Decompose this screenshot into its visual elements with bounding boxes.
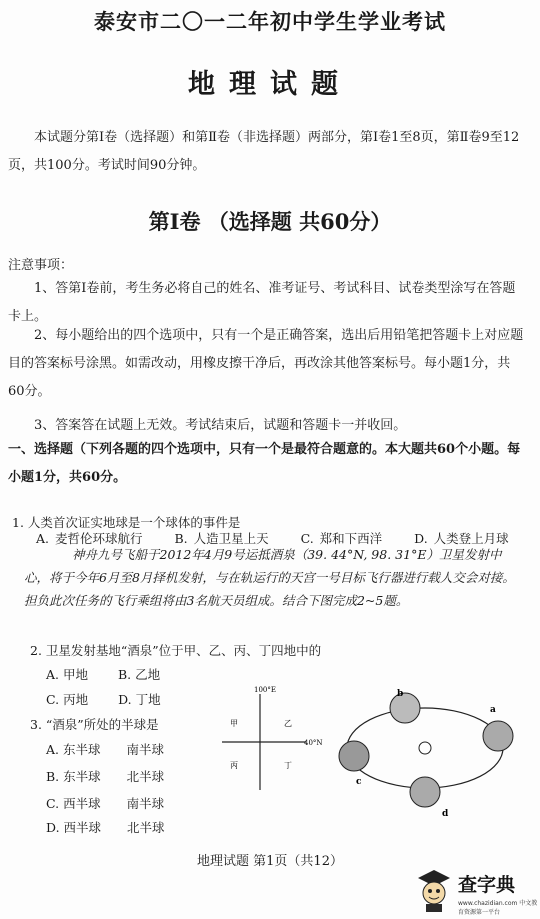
earth-orbit bbox=[339, 689, 513, 819]
earth-position-d bbox=[410, 777, 440, 807]
sun-icon bbox=[419, 742, 431, 754]
earth-position-b bbox=[390, 693, 420, 723]
notice-item-1: 1、答第Ⅰ卷前，考生务必将自己的姓名、准考证号、考试科目、试卷类型涂写在答题卡上。 bbox=[8, 281, 516, 324]
earth-position-a bbox=[483, 721, 513, 751]
orbit-label-c: c bbox=[356, 777, 362, 787]
q3-b-ew: B. 东半球 bbox=[46, 769, 101, 784]
earth-position-c bbox=[339, 741, 369, 771]
notice-item-2: 2、每小题给出的四个选项中，只有一个是正确答案，选出后用铅笔把答题卡上对应题目的答案标号涂黑。如需改动，用橡皮擦干净后，再改涂其他答案标号。每小题1分，共60分。 bbox=[8, 328, 524, 399]
quadrant-jia: 甲 bbox=[230, 719, 238, 728]
axis-top-label: 100°E bbox=[254, 686, 276, 694]
q3-c-ns: 南半球 bbox=[126, 796, 165, 811]
axis-right-label: 40°N bbox=[304, 739, 323, 747]
quadrant-bing: 丙 bbox=[230, 761, 238, 770]
question-2-stem: 2. 卫星发射基地“酒泉”位于甲、乙、丙、丁四地中的 bbox=[30, 643, 322, 658]
q1-option-c: C. 郑和下西洋 bbox=[300, 531, 383, 546]
q3-a-ns: 南半球 bbox=[126, 742, 164, 757]
orbit-label-b: b bbox=[397, 689, 404, 699]
orbit-label-d: d bbox=[442, 809, 449, 819]
notice-item-3: 3、答案答在试题上无效。考试结束后，试题和答题卡一并收回。 bbox=[34, 418, 407, 433]
orbit-label-a: a bbox=[490, 705, 496, 715]
section-title: 第Ⅰ卷 （选择题 共60分） bbox=[148, 209, 392, 234]
coordinate-cross bbox=[222, 686, 323, 790]
exam-title: 泰安市二〇一二年初中学生学业考试 bbox=[94, 9, 446, 34]
q2-options-row-2 bbox=[46, 690, 161, 708]
q1-option-b: B. 人造卫星上天 bbox=[174, 531, 269, 546]
q3-option-c bbox=[46, 794, 164, 812]
subject-title: 地理试题 bbox=[188, 69, 352, 100]
q2-option-c: C. 丙地 bbox=[46, 692, 89, 707]
q1-option-d: D. 人类登上月球 bbox=[414, 531, 509, 546]
question-1-stem: 1. 人类首次证实地球是一个球体的事件是 bbox=[12, 515, 241, 530]
q3-a-ew: A. 东半球 bbox=[46, 742, 101, 757]
notice-heading: 注意事项： bbox=[8, 258, 74, 273]
q3-option-b bbox=[46, 767, 164, 785]
q3-option-a bbox=[46, 740, 164, 758]
q3-c-ew: C. 西半球 bbox=[46, 796, 101, 811]
graduate-mascot-icon bbox=[414, 866, 454, 914]
q1-option-a: A. 麦哲伦环球航行 bbox=[36, 531, 143, 546]
logo-subtext: www.chazidian.com 中文教育资源第一平台 bbox=[458, 900, 538, 916]
q3-b-ns: 北半球 bbox=[126, 769, 165, 784]
q3-d-ew: D. 西半球 bbox=[46, 820, 102, 835]
quadrant-ding: 丁 bbox=[284, 761, 292, 770]
q2-option-d: D. 丁地 bbox=[118, 692, 161, 707]
material-paragraph: 神舟九号飞船于2012年4月9号运抵酒泉（39. 44°N, 98. 31°E）卫星发射中心，将于今年6月至8月择机发射，与在轨运行的天宫一号目标飞行器进行载人交会对接。担负此次任务的飞行乘组将由3名航天员组成。结合下图完成2~5题。 bbox=[24, 547, 515, 608]
q2-option-b: B. 乙地 bbox=[117, 667, 161, 682]
q2-options-row-1 bbox=[46, 665, 160, 683]
q3-option-d bbox=[46, 818, 165, 836]
q3-d-ns: 北半球 bbox=[127, 820, 165, 835]
question-3-stem: 3. “酒泉”所处的半球是 bbox=[30, 717, 159, 732]
logo-text: 查字典 bbox=[458, 874, 516, 896]
part1-heading: 一、选择题（下列各题的四个选项中，只有一个是最符合题意的。本大题共60个小题。每小题1分，共60分。 bbox=[8, 442, 521, 485]
page-footer: 地理试题 第1页（共12） bbox=[197, 854, 343, 869]
orbit-diagram bbox=[220, 680, 525, 830]
quadrant-yi: 乙 bbox=[284, 719, 292, 728]
intro-paragraph: 本试题分第Ⅰ卷（选择题）和第Ⅱ卷（非选择题）两部分，第Ⅰ卷1至8页，第Ⅱ卷9至12页，共100分。考试时间90分钟。 bbox=[8, 130, 520, 173]
q2-option-a: A. 甲地 bbox=[46, 667, 88, 682]
site-logo bbox=[414, 864, 538, 916]
